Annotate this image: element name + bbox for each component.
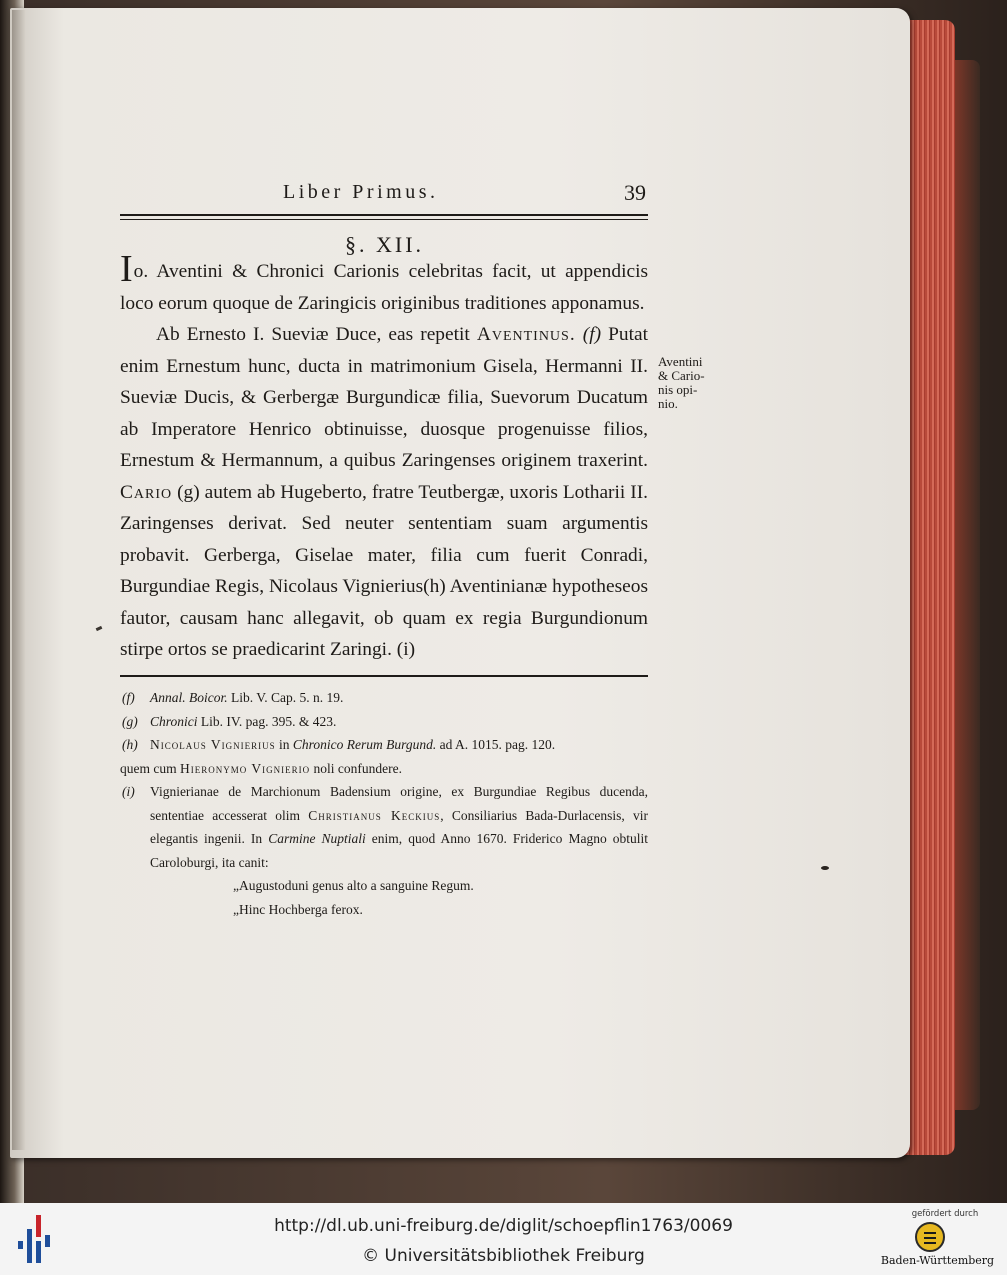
footnote-name: Christianus Keckius [308,807,441,823]
footnote-g [120,710,648,734]
footnote-text: in [275,737,293,752]
footnote-text: enim, quod Anno 1670. Friderico Magno obtulit Caroloburgi, ita canit: [150,831,648,870]
paragraph-2 [120,319,648,666]
running-title: Liber Primus. [283,181,439,203]
footnote-text: Vignierianae de Marchionum Badensium origine, ex Burgundiae Regibus ducenda, sententiae accesserat olim [150,784,648,823]
paragraph-2-part-a: Ab Ernesto I. Sueviæ Duce, eas repetit [156,324,477,345]
margin-note [658,355,728,411]
footnote-rule [120,675,648,677]
footnote-text: , Consiliarius Bada-Durlacensis, vir elegantis ingenii. In [150,807,648,846]
margin-note-line: & Cario- [658,368,705,383]
footnote-work: Chronico Rerum Burgund. [292,737,437,752]
footnote-h [120,733,648,757]
footnote-name: Hieronymo Vignierio [180,760,311,776]
copyright-text: © Universitätsbibliothek Freiburg [362,1246,645,1266]
footnote-mark: (f) [122,690,135,705]
paragraph-1-text: o. Aventini & Chronici Carionis celebritas facit, ut appendicis loco eorum quoque de Zaringicis originibus traditiones apponamus. [120,261,648,314]
footnote-source: Chronici [150,713,198,729]
baden-wuerttemberg-crest-icon [915,1222,945,1252]
footnote-author: Nicolaus Vignierius [150,737,276,752]
paragraph-2-part-c: (g) autem ab Hugeberto, fratre Teutbergæ, uxoris Lotharii II. Zaringenses derivat. Sed neuter sententiam suam argumentis probavit. Gerberga, Giselae mater, filia cum fuerit Conradi, Burgundiae Regis, Nicolaus Vignierius(h) Aventinianæ hypotheseos fautor, causam hanc allegavit, ob quam ex regia Burgundionum stirpe ortos se praedicarint Zaringi. (i) [120,481,648,660]
section-heading: §. XII. [345,232,425,257]
paragraph-1 [120,248,648,319]
margin-note-line: Aventini [658,354,703,369]
main-text [120,248,648,666]
footnote-h-continuation [120,757,648,781]
sponsor-caption: gefördert durch [911,1209,979,1219]
page-gutter [12,10,26,1150]
permalink-url[interactable]: http://dl.ub.uni-freiburg.de/diglit/schoepflin1763/0069 [274,1216,733,1236]
header-rule [120,214,648,216]
page-edges [905,20,955,1155]
footnote-work: Carmine Nuptiali [268,831,366,846]
margin-note-line: nio. [658,396,678,411]
footnote-text: noli confundere. [310,760,402,776]
verse-line: „Hinc Hochberga ferox. [233,901,363,917]
footnote-text: quem cum [120,760,180,776]
ink-blot [821,866,829,870]
margin-note-line: nis opi- [658,382,698,397]
ref-f: (f) [575,324,609,345]
drop-cap: I [120,248,133,290]
name-aventinus: Aventinus. [476,324,576,345]
verse-line: „Augustoduni genus alto a sanguine Regum. [233,878,474,893]
name-cario: Cario [120,481,173,503]
footnote-i [120,780,648,874]
header-rule-thin [120,219,648,220]
footnote-text: Lib. IV. pag. 395. & 423. [197,713,337,729]
footnote-mark: (g) [122,713,138,729]
footnote-source: Annal. Boicor. [150,690,228,705]
footnote-text: Lib. V. Cap. 5. n. 19. [227,690,344,705]
footnote-mark: (h) [122,737,138,752]
footnote-text: ad A. 1015. pag. 120. [436,737,556,752]
paragraph-2-part-b: Putat enim Ernestum hunc, ducta in matrimonium Gisela, Hermanni II. Sueviæ Ducis, & Gerbergæ Burgundicæ filia, Suevorum Ducatum ab Imperatore Henrico obtinuisse, duosque progenuisse filios, Ernestum & Hermannum, a quibus Zaringenses originem traxerint. [120,324,648,471]
page-number: 39 [624,180,646,205]
footnotes [120,686,648,921]
footnote-mark: (i) [122,784,135,799]
footnote-f [120,686,648,710]
sponsor-name: Baden-Württemberg [880,1254,995,1267]
